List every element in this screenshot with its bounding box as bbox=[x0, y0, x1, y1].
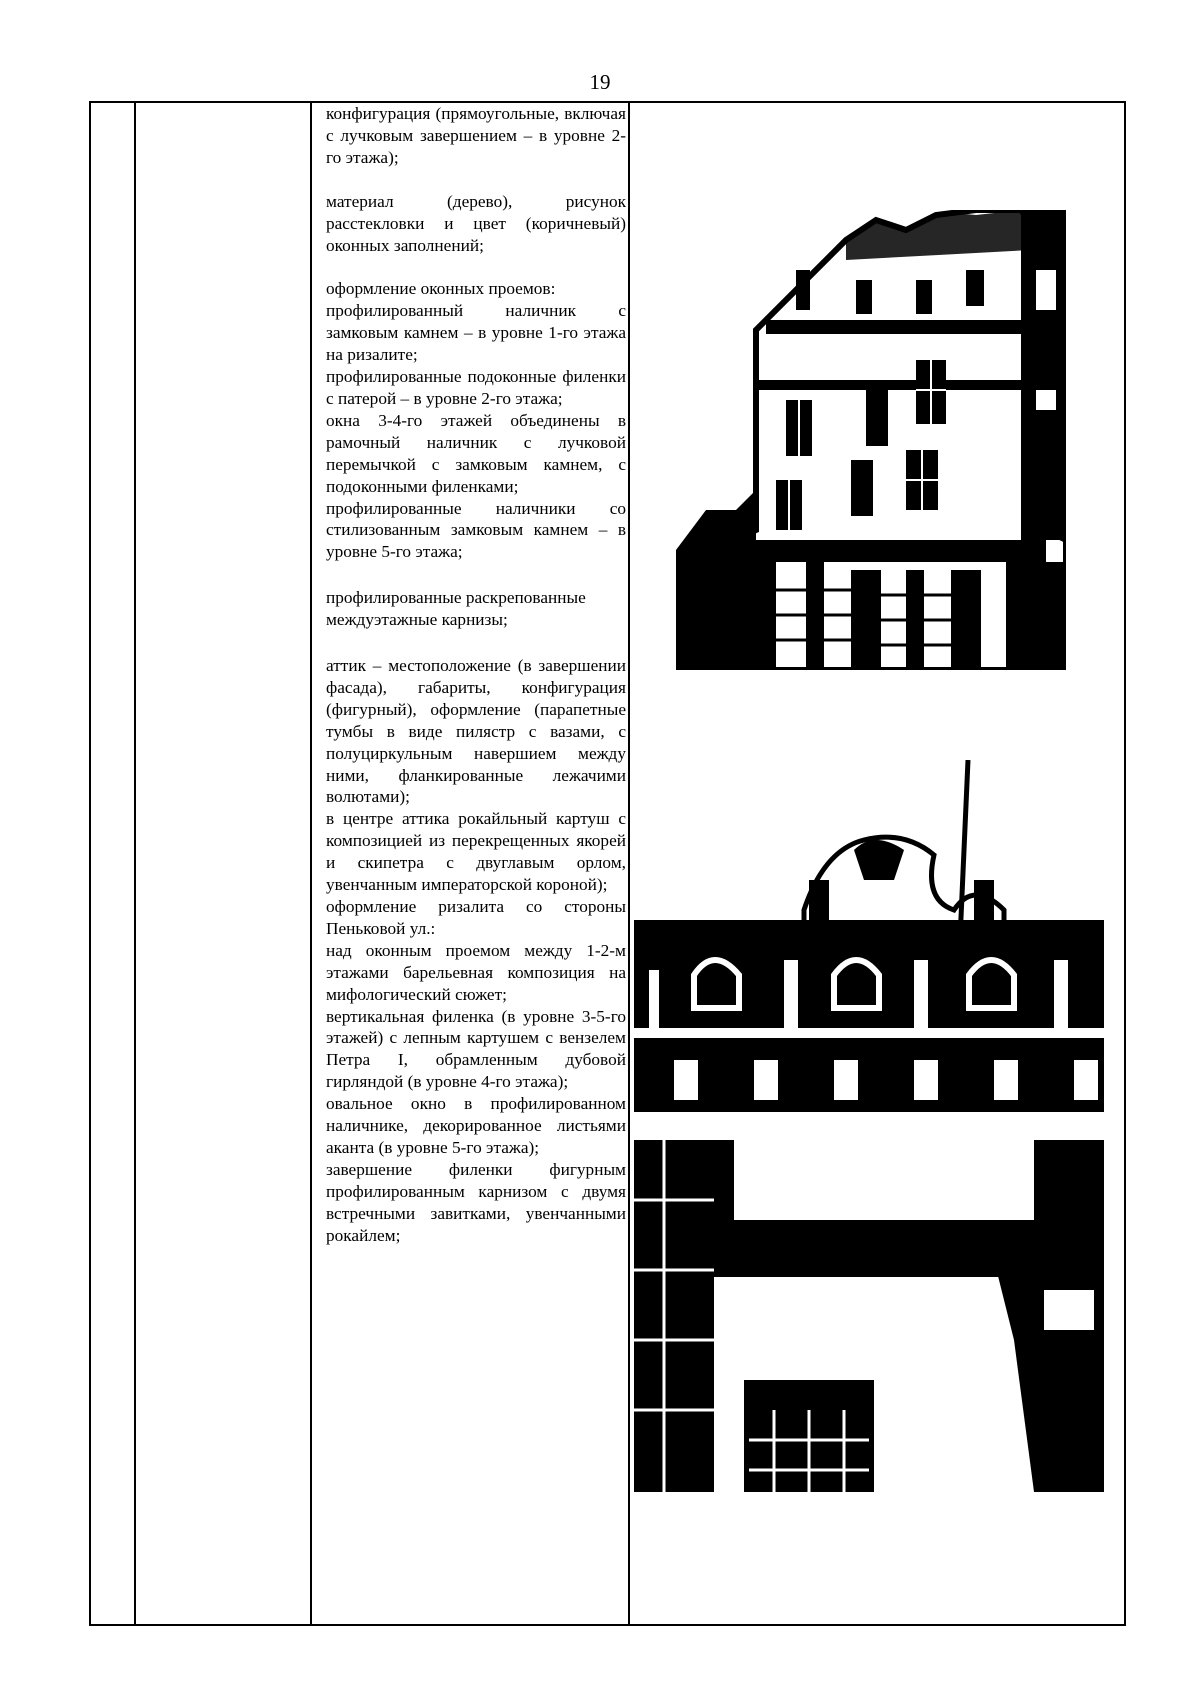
column-divider bbox=[310, 103, 312, 1624]
risalit-photo bbox=[634, 1140, 1104, 1492]
paragraph: аттик – местоположение (в завершении фасада), габариты, конфигурация (фигурный), оформление (парапетные тумбы в виде пилястр с вазами, с полуциркульным навершием между ними, фланкированные лежачими волютами); bbox=[326, 656, 626, 807]
paragraph: завершение филенки фигурным профилированным карнизом с двумя встречными завитками, увенчанными рокайлем; bbox=[326, 1159, 626, 1245]
paragraph: над оконным проемом между 1-2-м этажами барельевная композиция на мифологический сюжет; bbox=[326, 940, 626, 1004]
description-column bbox=[326, 103, 626, 1247]
paragraph: овальное окно в профилированном наличнике, декорированное листьями аканта (в уровне 5-го этажа); bbox=[326, 1094, 626, 1157]
page-number: 19 bbox=[589, 70, 611, 94]
attic-photo bbox=[634, 760, 1104, 1112]
paragraph: профилированные раскрепованные междуэтажные карнизы; bbox=[326, 588, 586, 630]
column-divider bbox=[134, 103, 136, 1624]
paragraph: в центре аттика рокайльный картуш с композицией из перекрещенных якорей и скипетра с двуглавым орлом, увенчанным императорской короной); bbox=[326, 809, 626, 895]
paragraph: профилированные наличники со стилизованным замковым камнем – в уровне 5-го этажа; bbox=[326, 498, 626, 562]
paragraph: профилированные подоконные филенки с патерой – в уровне 2-го этажа; bbox=[326, 367, 626, 408]
paragraph: профилированный наличник с замковым камнем – в уровне 1-го этажа на ризалите; bbox=[326, 301, 626, 365]
facade-photo bbox=[676, 210, 1066, 670]
paragraph: материал (дерево), рисунок расстекловки и цвет (коричневый) оконных заполнений; bbox=[326, 191, 626, 255]
column-divider bbox=[628, 103, 630, 1624]
paragraph: конфигурация (прямоугольные, включая с лучковым завершением – в уровне 2-го этажа); bbox=[326, 104, 626, 167]
paragraph: оформление оконных проемов: bbox=[326, 279, 556, 299]
paragraph: вертикальная филенка (в уровне 3-5-го этажей) с лепным картушем с вензелем Петра I, обрамленным дубовой гирляндой (в уровне 4-го этажа); bbox=[326, 1006, 626, 1092]
paragraph: оформление ризалита со стороны Пеньковой ул.: bbox=[326, 897, 626, 938]
paragraph: окна 3-4-го этажей объединены в рамочный наличник с лучковой перемычкой с замковым камнем, с подоконными филенками; bbox=[326, 410, 626, 496]
